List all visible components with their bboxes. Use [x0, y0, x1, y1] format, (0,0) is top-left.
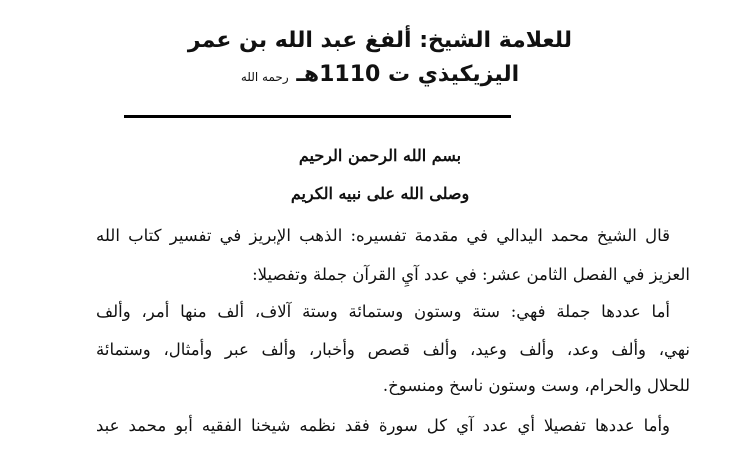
salat-line: وصلى الله على نبيه الكريم: [290, 184, 470, 203]
body-line: للحلال والحرام، وست وستون ناسخ ومنسوخ.: [382, 376, 690, 395]
document-title-line-1: للعلامة الشيخ: ألفغ عبد الله بن عمر: [187, 28, 573, 53]
body-line: أما عددها جملة فهي: ستة وستون وستمائة وستة آلاف، ألف منها أمر، وألف: [96, 302, 670, 321]
title-divider: [124, 115, 511, 118]
body-line: وأما عددها تفصيلا أي عدد آي كل سورة فقد نظمه شيخنا الفقيه أبو محمد عبد: [96, 416, 670, 435]
basmala: بسم الله الرحمن الرحيم: [298, 146, 462, 165]
body-line: نهي، وألف وعد، وألف وعيد، وألف قصص وأخبار، وألف عبر وأمثال، وستمائة: [96, 340, 690, 359]
document-title-line-2: [120, 62, 640, 87]
body-line: قال الشيخ محمد اليدالي في مقدمة تفسيره: الذهب الإبريز في تفسير كتاب الله: [96, 226, 670, 245]
author-name-date: اليزيكيذي ت 1110هـ: [296, 62, 520, 87]
honorific-glyph: رحمه الله: [240, 70, 289, 84]
body-line: العزيز في الفصل الثامن عشر: في عدد آيِ القرآن جملة وتفصيلا:: [252, 265, 690, 284]
